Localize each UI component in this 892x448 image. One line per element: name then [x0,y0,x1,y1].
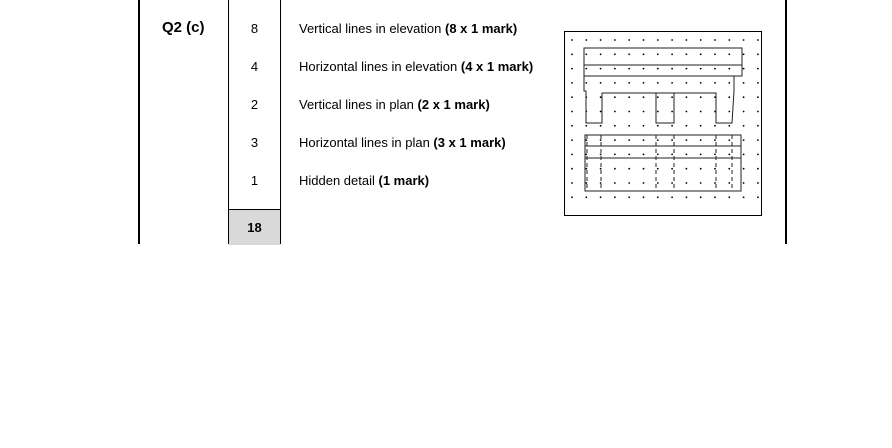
grid-dot [743,154,745,156]
grid-dot [571,139,573,141]
grid-dot [743,196,745,198]
grid-dot [614,68,616,70]
grid-dot [757,154,759,156]
grid-dot [757,96,759,98]
grid-dot [643,68,645,70]
grid-dot [757,111,759,113]
grid-dot [728,96,730,98]
grid-dot [585,53,587,55]
grid-dot [657,53,659,55]
grid-dot [585,68,587,70]
criterion-text: Hidden detail [299,173,375,188]
grid-dot [643,53,645,55]
grid-dot [571,182,573,184]
grid-dot [657,182,659,184]
grid-dot [671,82,673,84]
grid-dot [700,168,702,170]
grid-dot [686,68,688,70]
grid-dot [657,154,659,156]
grid-dot [643,196,645,198]
criterion-marks: (3 x 1 mark) [433,135,506,150]
grid-dot [686,168,688,170]
grid-dot [628,168,630,170]
grid-dot [757,139,759,141]
grid-dot [686,96,688,98]
grid-dot [643,154,645,156]
grid-dot [643,96,645,98]
grid-dot [700,154,702,156]
elevation-outline [584,48,742,123]
grid-dot [728,39,730,41]
criterion [299,173,429,188]
grid-dot [757,182,759,184]
mark-value: 8 [250,21,259,36]
grid-dot [686,53,688,55]
grid-dot [757,82,759,84]
grid-dot [743,68,745,70]
grid-dot [600,125,602,127]
grid-dot [757,125,759,127]
grid-dot [728,53,730,55]
grid-dot [728,111,730,113]
grid-dot [728,182,730,184]
grid-dot [614,139,616,141]
mark-column-left-border [228,0,229,244]
grid-dot [714,82,716,84]
grid-dot [743,82,745,84]
grid-dot [671,168,673,170]
grid-dot [628,125,630,127]
grid-dot [585,82,587,84]
grid-dot [700,196,702,198]
grid-dot [628,182,630,184]
grid-dot [671,125,673,127]
grid-dot [714,39,716,41]
mark-value: 1 [250,173,259,188]
grid-dot [686,82,688,84]
grid-dot [600,82,602,84]
grid-dot [600,39,602,41]
grid-dot [657,68,659,70]
grid-dot [585,182,587,184]
grid-dot [728,68,730,70]
grid-dot [757,53,759,55]
grid-dot [671,111,673,113]
grid-dot [657,39,659,41]
grid-dot [686,125,688,127]
table-right-border [785,0,787,244]
grid-dot [571,96,573,98]
grid-dot [628,96,630,98]
grid-dot [743,182,745,184]
grid-dot [614,182,616,184]
grid-dot [714,53,716,55]
grid-dot [700,139,702,141]
grid-dot [600,96,602,98]
criterion [299,21,517,36]
grid-dot [728,82,730,84]
grid-dot [571,168,573,170]
grid-dot [728,168,730,170]
grid-dot [571,82,573,84]
grid-dot [728,125,730,127]
grid-dot [600,182,602,184]
grid-dot [743,111,745,113]
grid-dot [628,154,630,156]
mark-column-right-border [280,0,281,244]
grid-dot [600,154,602,156]
orthographic-sketch [564,31,762,216]
criterion-text: Horizontal lines in plan [299,135,430,150]
mark-value: 4 [250,59,259,74]
grid-dot [614,53,616,55]
grid-dot [571,53,573,55]
grid-dot [585,39,587,41]
total-marks: 18 [229,209,280,245]
grid-dot [700,53,702,55]
grid-dot [571,154,573,156]
grid-dot [728,154,730,156]
plan-outline [585,135,741,191]
table-left-border [138,0,140,244]
grid-dot [657,168,659,170]
grid-dot [671,53,673,55]
grid-dot [657,196,659,198]
criterion-text: Vertical lines in plan [299,97,414,112]
grid-dot [614,154,616,156]
grid-dot [686,139,688,141]
criterion-marks: (4 x 1 mark) [460,59,534,74]
criterion [299,59,533,74]
grid-dot [600,68,602,70]
grid-dot [686,111,688,113]
grid-dot [686,39,688,41]
grid-dot [614,82,616,84]
grid-dot [657,125,659,127]
grid-dot [743,39,745,41]
grid-dot [700,111,702,113]
question-label: Q2 (c) [162,19,205,36]
grid-dot [628,111,630,113]
grid-dot [585,154,587,156]
grid-dot [571,196,573,198]
grid-dot [671,39,673,41]
grid-dot [686,196,688,198]
grid-dot [628,68,630,70]
grid-dot [714,68,716,70]
grid-dot [628,139,630,141]
grid-dot [657,139,659,141]
grid-dot [743,139,745,141]
grid-dot [686,182,688,184]
grid-dot [714,168,716,170]
criterion-text: Horizontal lines in elevation [299,59,458,74]
grid-dot [700,39,702,41]
grid-dot [700,82,702,84]
grid-dot [671,68,673,70]
grid-dot [714,125,716,127]
grid-dot [714,139,716,141]
grid-dot [700,96,702,98]
criterion-marks: (8 x 1 mark) [444,21,518,36]
criterion-marks: (1 mark) [378,173,430,188]
grid-dot [614,125,616,127]
grid-dot [643,82,645,84]
grid-dot [657,96,659,98]
grid-dot [743,125,745,127]
grid-dot [614,111,616,113]
criterion [299,135,506,150]
grid-dot [643,39,645,41]
grid-dot [671,96,673,98]
grid-dot [757,196,759,198]
criterion-text: Vertical lines in elevation [299,21,442,36]
mark-value: 2 [250,97,259,112]
grid-dot [628,82,630,84]
grid-dot [628,39,630,41]
grid-dot [728,196,730,198]
grid-dot [585,125,587,127]
grid-dot [628,53,630,55]
grid-dot [585,196,587,198]
grid-dot [600,111,602,113]
grid-dot [585,168,587,170]
grid-dot [600,139,602,141]
grid-dot [757,39,759,41]
grid-dot [700,68,702,70]
dot-grid [571,39,759,198]
grid-dot [714,182,716,184]
grid-dot [643,125,645,127]
grid-dot [657,111,659,113]
grid-dot [686,154,688,156]
grid-dot [614,196,616,198]
grid-dot [614,168,616,170]
grid-dot [643,111,645,113]
grid-dot [743,96,745,98]
grid-dot [628,196,630,198]
grid-dot [600,53,602,55]
grid-dot [671,196,673,198]
grid-dot [743,168,745,170]
grid-dot [614,96,616,98]
grid-dot [714,196,716,198]
grid-dot [600,168,602,170]
grid-dot [643,139,645,141]
criterion [299,97,490,112]
grid-dot [714,154,716,156]
grid-dot [585,139,587,141]
grid-dot [700,182,702,184]
grid-dot [728,139,730,141]
grid-dot [757,168,759,170]
grid-dot [571,39,573,41]
grid-dot [600,196,602,198]
mark-value: 3 [250,135,259,150]
grid-dot [671,154,673,156]
grid-dot [571,111,573,113]
grid-dot [700,125,702,127]
grid-dot [614,39,616,41]
grid-dot [743,53,745,55]
criterion-marks: (2 x 1 mark) [417,97,490,112]
grid-dot [571,68,573,70]
grid-dot [571,125,573,127]
grid-dot [671,182,673,184]
grid-dot [757,68,759,70]
grid-dot [643,182,645,184]
grid-dot [657,82,659,84]
grid-dot [643,168,645,170]
grid-dot [671,139,673,141]
